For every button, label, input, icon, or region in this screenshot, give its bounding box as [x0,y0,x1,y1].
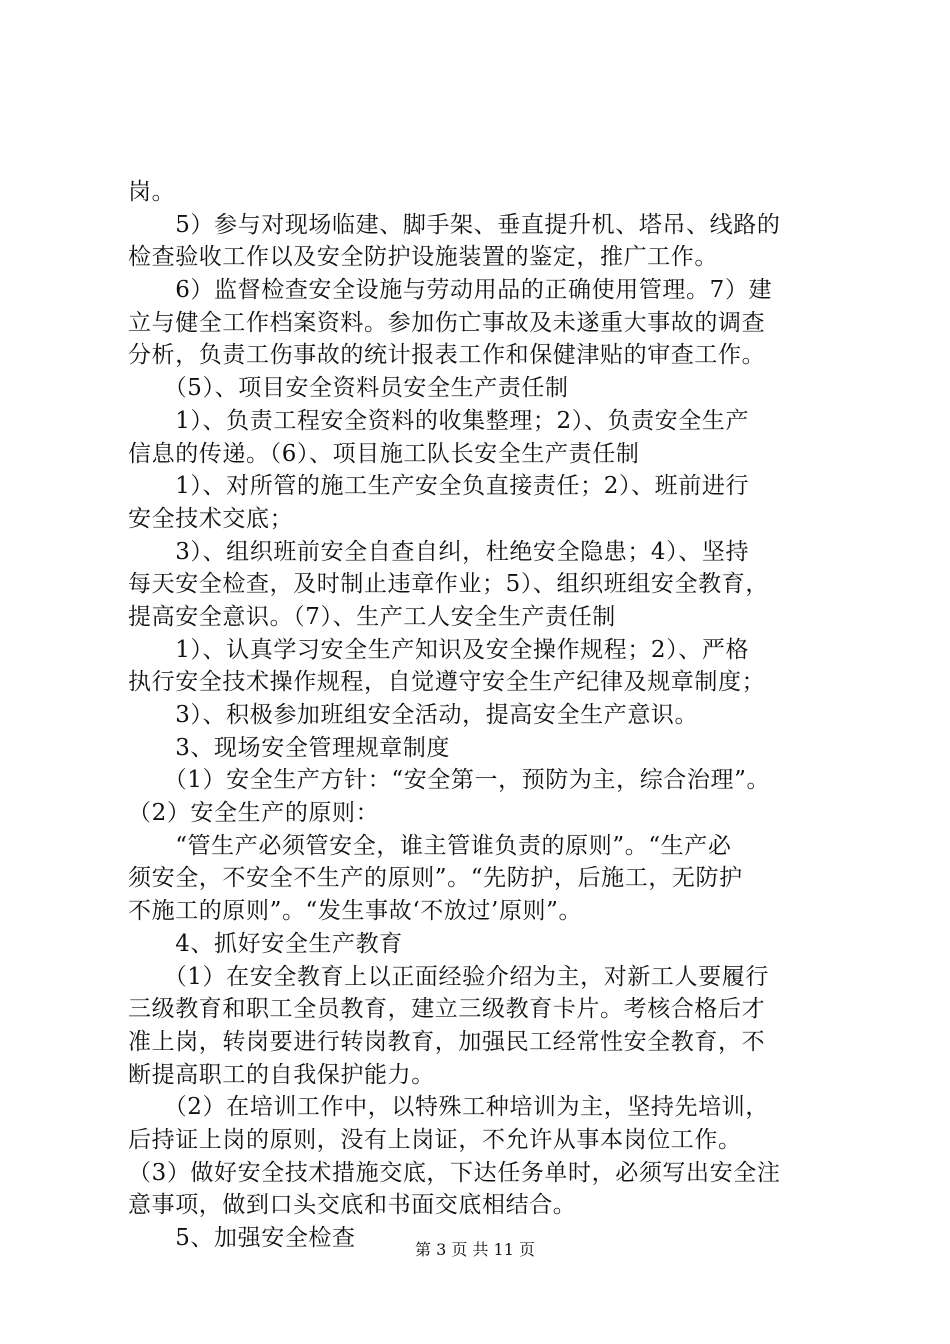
text-line: 执行安全技术操作规程，自觉遵守安全生产纪律及规章制度； [128,669,766,696]
text-line: 1）、认真学习安全生产知识及安全操作规程；2）、严格 [128,636,750,663]
text-line: 3）、积极参加班组安全活动，提高安全生产意识。 [128,702,699,728]
text-line: 检查验收工作以及安全防护设施装置的鉴定，推广工作。 [128,244,718,271]
text-line: 后持证上岗的原则，没有上岗证，不允许从事本岗位工作。 [128,1126,742,1153]
text-line: “管生产必须管安全，谁主管谁负责的原则”。“生产必 [128,832,732,859]
text-line: 准上岗，转岗要进行转岗教育，加强民工经常性安全教育，不 [128,1028,766,1055]
text-line: （1）安全生产方针：“安全第一，预防为主，综合治理”。 [128,767,771,794]
body-text [128,176,833,1255]
text-line: 1）、负责工程安全资料的收集整理；2）、负责安全生产 [128,407,750,434]
text-line: 分析，负责工伤事故的统计报表工作和保健津贴的审查工作。 [128,342,766,369]
text-line: 提高安全意识。（7）、生产工人安全生产责任制 [128,603,616,630]
text-line: 三级教育和职工全员教育，建立三级教育卡片。考核合格后才 [128,996,766,1023]
text-line: 立与健全工作档案资料。参加伤亡事故及未遂重大事故的调查 [128,309,766,336]
section-heading: 5、加强安全检查 [128,1225,356,1251]
section-heading: 4、抓好安全生产教育 [128,930,403,957]
text-line: 岗。 [128,179,176,205]
text-line: 须安全，不安全不生产的原则”。“先防护，后施工，无防护 [128,865,743,892]
text-line: （1）在安全教育上以正面经验介绍为主，对新工人要履行 [128,963,769,990]
text-line: 每天安全检查，及时制止违章作业；5）、组织班组安全教育， [128,571,769,598]
text-line: 6）监督检查安全设施与劳动用品的正确使用管理。7）建 [128,277,773,304]
text-line: （3）做好安全技术措施交底，下达任务单时，必须写出安全注 [128,1159,781,1186]
text-line: 安全技术交底； [128,505,294,532]
text-line: 不施工的原则”。“发生事故‘不放过’原则”。 [128,898,583,925]
section-heading: 3、现场安全管理规章制度 [128,734,451,761]
text-line: 1）、对所管的施工生产安全负直接责任；2）、班前进行 [128,473,750,500]
page-number-label: 第 3 页 共 11 页 [415,1240,535,1259]
text-line: 意事项，做到口头交底和书面交底相结合。 [128,1192,577,1219]
section-heading: （5）、项目安全资料员安全生产责任制 [128,375,569,402]
text-line: 5）参与对现场临建、脚手架、垂直提升机、塔吊、线路的 [128,211,781,238]
text-line: （2）在培训工作中，以特殊工种培训为主，坚持先培训， [128,1094,769,1121]
text-line: 信息的传递。（6）、项目施工队长安全生产责任制 [128,440,640,467]
text-line: 3）、组织班前安全自查自纠，杜绝安全隐患；4）、坚持 [128,538,750,565]
page-footer [0,1240,950,1260]
text-line: （2）安全生产的原则： [128,800,380,827]
text-line: 断提高职工的自我保护能力。 [128,1061,435,1088]
